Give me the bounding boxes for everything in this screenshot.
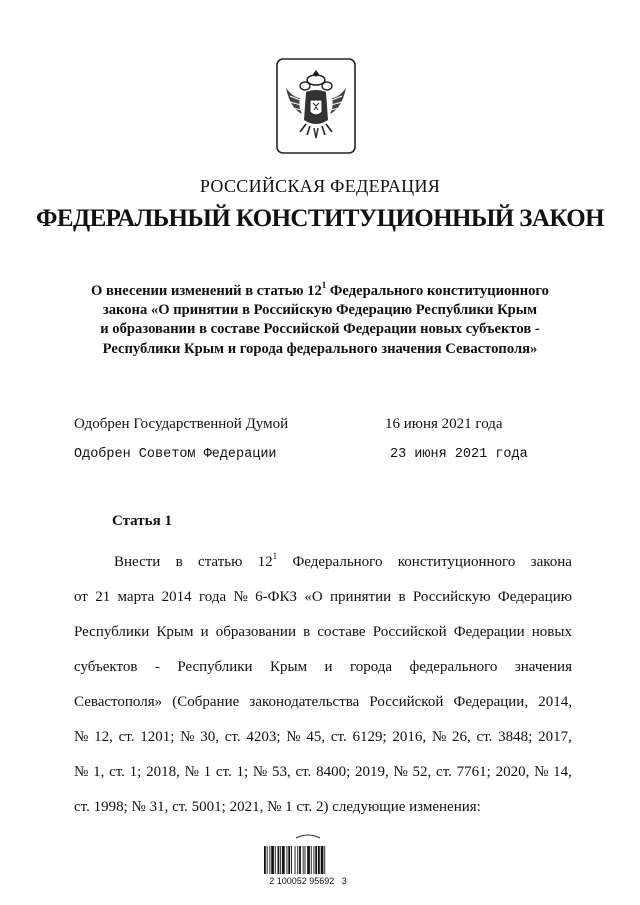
article-word: Республики <box>74 624 150 640</box>
article-word: 1201; <box>140 729 175 745</box>
barcode-bar <box>275 846 276 874</box>
approval-federation-council <box>74 447 554 462</box>
article-word: 2014, <box>538 694 572 710</box>
article-word: № <box>74 764 89 780</box>
barcode-bar <box>314 846 315 874</box>
law-title-line-2: закона «О принятии в Российскую Федерацию Республики Крым <box>102 302 538 319</box>
article-word: конституционного <box>397 554 516 570</box>
article-word: составе <box>317 624 366 640</box>
barcode-bar <box>271 846 274 874</box>
article-word: города <box>349 659 393 675</box>
approval-label: Одобрен Государственной Думой <box>74 416 289 432</box>
article-word: 1; <box>236 764 249 780</box>
article-word: «О <box>304 589 323 605</box>
article-word: ст. <box>109 764 125 780</box>
barcode-bar <box>267 846 268 874</box>
article-word: 2020, <box>495 764 530 780</box>
article-word: в <box>175 554 183 570</box>
article-word: года <box>198 589 227 605</box>
article-word: Российскую <box>412 589 491 605</box>
barcode <box>258 834 358 896</box>
article-word: Российской <box>372 624 447 640</box>
article-word: - <box>154 659 160 675</box>
article-word: 1; <box>129 764 142 780</box>
article-body-line <box>74 755 572 790</box>
barcode-bar <box>315 846 317 874</box>
law-type-heading: ФЕДЕРАЛЬНЫЙ КОНСТИТУЦИОННЫЙ ЗАКОН <box>36 205 604 232</box>
barcode-bar <box>264 846 266 874</box>
barcode-bar <box>321 846 324 874</box>
barcode-mark <box>296 835 320 838</box>
article-word: ст. <box>215 764 232 780</box>
law-title-line-3: и образовании в составе Российской Федерации новых субъектов - <box>100 321 540 338</box>
article-word: 2016, <box>392 729 427 745</box>
article-word: № <box>233 589 248 605</box>
article-word: законодательства <box>249 694 360 710</box>
law-title <box>60 282 580 359</box>
article-word: 26, <box>452 729 471 745</box>
article-word: 6-ФКЗ <box>255 589 297 605</box>
article-body-line <box>74 545 572 580</box>
barcode-bar <box>297 846 298 874</box>
article-word: 8400; <box>316 764 351 780</box>
barcode-bar <box>287 846 288 874</box>
article-word: и <box>200 624 209 640</box>
article-word: принятии <box>330 589 392 605</box>
article-word: $12^1$ <box>257 551 278 570</box>
barcode-bar <box>269 846 270 874</box>
article-word: федерального <box>409 659 498 675</box>
article-superscript: 1 <box>321 280 327 291</box>
article-word: 4203; <box>246 729 281 745</box>
article-body-line <box>74 650 572 685</box>
article-word: ст. <box>224 729 241 745</box>
barcode-bar <box>307 846 310 874</box>
law-title-line-4: Республики Крым и города федерального значения Севастополя» <box>102 340 538 357</box>
article-word: 2018, <box>146 764 180 780</box>
article-word: Федерации <box>453 624 525 640</box>
article-word: 2017, <box>538 729 572 745</box>
article-word: Крым <box>156 624 194 640</box>
article-word: 3848; <box>498 729 533 745</box>
article-word: 1, <box>93 764 105 780</box>
law-title-text: О внесении изменений в статью 12 <box>91 283 322 299</box>
article-word: в <box>303 624 311 640</box>
article-word: ст. <box>330 729 347 745</box>
article-word: (Собрание <box>172 694 240 710</box>
article-body-line <box>74 615 572 650</box>
article-word: ст. <box>118 729 135 745</box>
article-word: закона <box>530 554 572 570</box>
article-body-line <box>74 685 572 720</box>
article-body-line <box>74 720 572 755</box>
article-word: № <box>74 729 89 745</box>
barcode-bar <box>324 846 325 874</box>
article-body <box>74 545 572 825</box>
article-word: Федерального <box>292 554 383 570</box>
article-word: ст. 1998; № 31, ст. 5001; 2021, № 1 ст. 2) следующие изменения: <box>74 799 481 815</box>
barcode-bar <box>282 846 285 874</box>
approval-date: 23 июня 2021 года <box>390 447 528 462</box>
article-word: 12, <box>94 729 113 745</box>
article-word: № <box>184 764 199 780</box>
coat-of-arms-icon <box>276 58 356 154</box>
article-body-line <box>74 580 572 615</box>
article-word: № <box>252 764 268 780</box>
article-word: Федерацию <box>497 589 572 605</box>
article-word: Российской <box>369 694 444 710</box>
article-word: Федерации, <box>453 694 529 710</box>
article-word: Крым <box>269 659 308 675</box>
article-word: значения <box>514 659 572 675</box>
barcode-bar <box>280 846 281 874</box>
barcode-bar <box>311 846 312 874</box>
article-word: образовании <box>215 624 296 640</box>
barcode-bar <box>291 846 292 874</box>
article-word: № <box>534 764 549 780</box>
barcode-bar <box>288 846 290 874</box>
article-word: ст. <box>436 764 452 780</box>
approval-label: Одобрен Советом Федерации <box>74 447 277 462</box>
article-word: Внести <box>114 554 161 570</box>
article-word: новых <box>531 624 572 640</box>
article-word: 21 <box>95 589 111 605</box>
article-word: № <box>431 729 447 745</box>
barcode-bar <box>295 846 296 874</box>
approval-state-duma <box>74 416 554 433</box>
barcode-number: 2 100052 95692 3 <box>269 876 347 886</box>
article-word: Республики <box>177 659 253 675</box>
article-word: от <box>74 589 88 605</box>
barcode-bar <box>278 846 280 874</box>
law-title-text: Федерального конституционного <box>326 283 549 299</box>
article-word: 7761; <box>456 764 491 780</box>
article-word: в <box>398 589 406 605</box>
article-word: 2019, <box>354 764 389 780</box>
barcode-bar <box>303 846 304 874</box>
article-word: № <box>393 764 408 780</box>
article-word: марта <box>117 589 155 605</box>
country-name: РОССИЙСКАЯ ФЕДЕРАЦИЯ <box>199 176 441 196</box>
article-word: 14, <box>553 764 572 780</box>
article-word: статью <box>198 554 243 570</box>
barcode-bar <box>318 846 320 874</box>
article-word: 30, <box>200 729 219 745</box>
article-heading: Статья 1 <box>112 513 172 529</box>
article-word: 53, <box>271 764 291 780</box>
article-word: Севастополя» <box>74 694 163 710</box>
barcode-bars <box>258 834 358 874</box>
article-word: и <box>324 659 333 675</box>
article-word: № <box>286 729 301 745</box>
approval-date: 16 июня 2021 года <box>385 416 503 432</box>
article-word: № <box>180 729 195 745</box>
article-word: 45, <box>306 729 326 745</box>
barcode-bar <box>305 846 306 874</box>
article-word: субъектов <box>74 659 138 675</box>
article-word: 6129; <box>352 729 387 745</box>
article-word: 1 <box>203 764 212 780</box>
article-word: ст. <box>295 764 312 780</box>
article-body-line <box>74 790 572 825</box>
article-word: 52, <box>412 764 432 780</box>
law-title-line-1 <box>60 282 580 301</box>
article-superscript: 1 <box>272 551 278 561</box>
barcode-bar <box>299 846 301 874</box>
article-word: 2014 <box>161 589 192 605</box>
article-word: ст. <box>476 729 493 745</box>
